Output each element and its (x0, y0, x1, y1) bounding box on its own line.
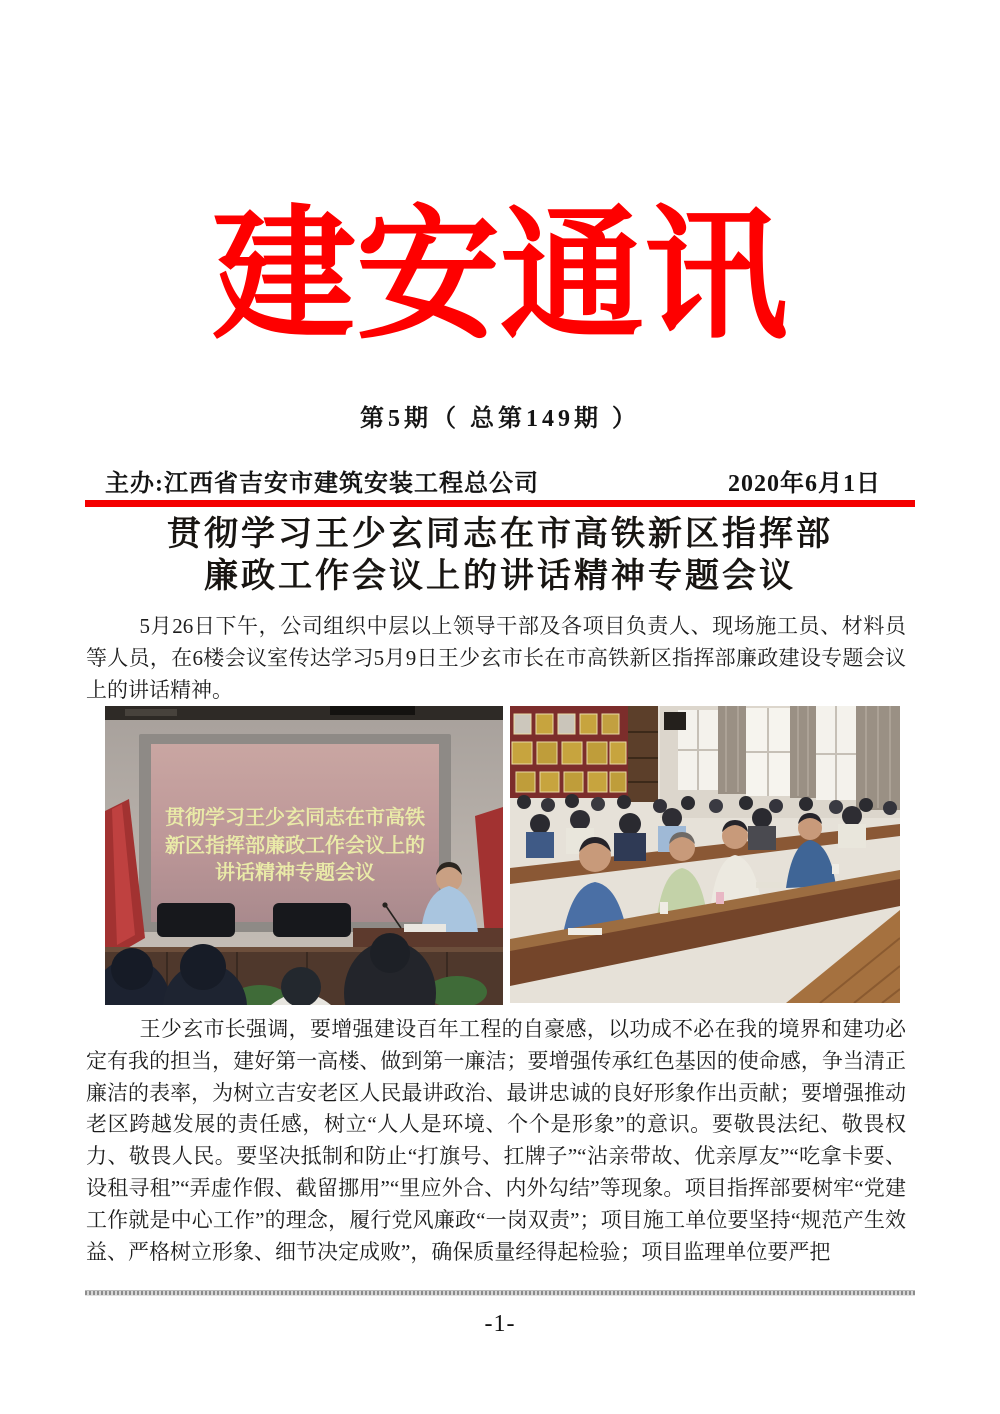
screen-text-line3: 讲话精神专题会议 (215, 862, 375, 884)
page-number: -1- (484, 1311, 516, 1337)
article-title-line2: 廉政工作会议上的讲话精神专题会议 (204, 558, 796, 595)
issue-line: 第5期（ 总第149期 ） (360, 406, 640, 432)
masthead-rule (85, 500, 915, 507)
publisher-row (105, 463, 881, 498)
photo-meeting-audience (510, 706, 900, 1005)
screen-text-line1: 贯彻学习王少玄同志在市高铁 (165, 807, 425, 829)
article-paragraph-2: 王少玄市长强调，要增强建设百年工程的自豪感，以功成不必在我的境界和建功必定有我的担当，建好第一高楼、做到第一廉洁；要增强传承红色基因的使命感，争当清正廉洁的表率，为树立吉安老区人民最讲政治、最讲忠诚的良好形象作出贡献；要增强推动老区跨越发展的责任感，树立“人人是环境、个个是形象”的意识。要敬畏法纪、敬畏权力、敬畏人民。要坚决抵制和防止“打旗号、扛牌子”“沾亲带故、优亲厚友”“吃拿卡要、设租寻租”“弄虚作假、截留挪用”“里应外合、内外勾结”等现象。项目指挥部要树牢“党建工作就是中心工作”的理念，履行党风廉政“一岗双责”；项目施工单位要坚持“规范产生效益、严格树立形象、细节决定成败”，确保质量经得起检验；项目监理单位要严把 (86, 1017, 906, 1264)
ceiling-panel (125, 709, 177, 716)
ceiling-vent (330, 706, 415, 715)
projector-screen (151, 744, 439, 922)
article-title-line1: 贯彻学习王少玄同志在市高铁新区指挥部 (167, 516, 833, 553)
screen-text-line2: 新区指挥部廉政工作会议上的 (165, 835, 425, 857)
paneling-rail (105, 947, 503, 952)
publisher-name: 主办:江西省吉安市建筑安装工程总公司 (105, 471, 539, 497)
publish-date: 2020年6月1日 (728, 471, 881, 497)
masthead-title: 建安通讯 (211, 198, 788, 357)
speaker-box (664, 712, 686, 730)
footer-rule (85, 1290, 915, 1296)
photo-meeting-speaker (105, 706, 503, 1005)
article-paragraph-1: 5月26日下午，公司组织中层以上领导干部及各项目负责人、现场施工员、材料员等人员，在6楼会议室传达学习5月9日王少玄市长在市高铁新区指挥部廉政建设专题会议上的讲话精神。 (86, 614, 906, 702)
audience-photo (510, 706, 900, 1003)
bookshelf (628, 706, 658, 802)
photo-row (105, 706, 900, 1005)
meeting-room-photo (105, 706, 503, 1005)
article-title (0, 514, 1000, 598)
